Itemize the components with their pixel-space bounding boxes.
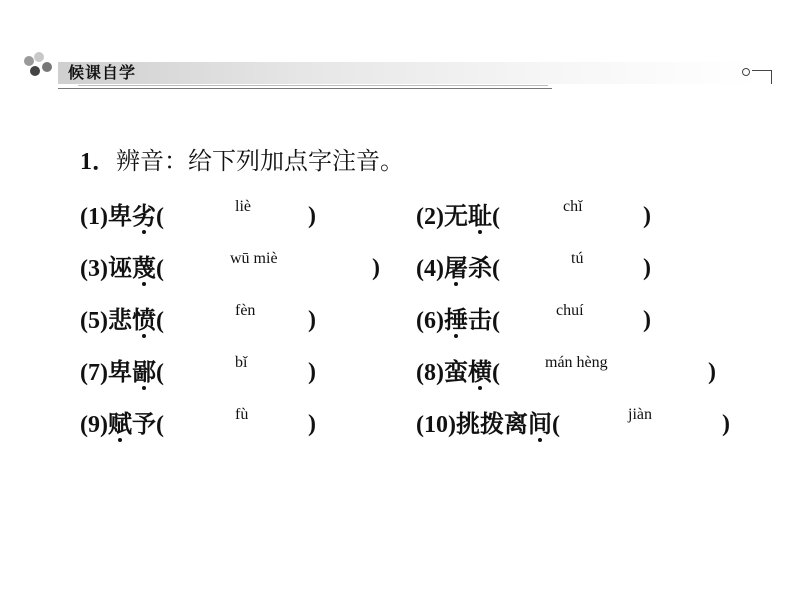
pinyin-answer: chǐ (563, 198, 583, 215)
item-number: (10) (416, 412, 456, 438)
exercise-item (80, 300, 322, 340)
pinyin-answer: tú (571, 250, 584, 267)
banner-end-line (752, 70, 772, 71)
dotted-character: 捶 (443, 306, 468, 334)
item-number: (6) (416, 308, 444, 334)
item-word: 卑 (107, 202, 132, 230)
open-paren: ( (155, 204, 164, 230)
question-number: 1． (80, 149, 116, 175)
dotted-character: 愤 (131, 306, 156, 334)
pinyin-answer: jiàn (628, 406, 652, 423)
exercise-item (80, 196, 322, 236)
close-paren: ) (722, 411, 730, 437)
close-paren: ) (643, 203, 651, 229)
close-paren: ) (643, 255, 651, 281)
item-number: (9) (80, 412, 108, 438)
pinyin-answer: chuí (556, 302, 584, 319)
close-paren: ) (308, 307, 316, 333)
open-paren: ( (155, 308, 164, 334)
dotted-character: 劣 (131, 202, 156, 230)
pinyin-answer: mán hèng (545, 354, 608, 371)
open-paren: ( (491, 308, 500, 334)
question-stem (80, 146, 404, 177)
question-text: 辨音：给下列加点字注音。 (116, 147, 404, 175)
banner-rule (58, 88, 552, 89)
close-paren: ) (308, 203, 316, 229)
item-word: 诬 (107, 254, 132, 282)
dotted-character: 耻 (467, 202, 492, 230)
exercise-item (80, 352, 322, 392)
pinyin-answer: bǐ (235, 354, 248, 371)
item-number: (4) (416, 256, 444, 282)
close-paren: ) (708, 359, 716, 385)
pinyin-answer: wū miè (230, 250, 278, 267)
exercise-item (416, 404, 736, 444)
hexagon-dot-icon (34, 52, 44, 62)
open-paren: ( (491, 360, 500, 386)
dotted-character: 屠 (443, 254, 468, 282)
dotted-character: 蔑 (131, 254, 156, 282)
hexagon-dot-icon (24, 56, 34, 66)
item-number: (1) (80, 204, 108, 230)
hexagon-dot-icon (30, 66, 40, 76)
item-word: 击 (467, 306, 492, 334)
close-paren: ) (643, 307, 651, 333)
exercise-item (416, 300, 657, 340)
dotted-character: 横 (467, 358, 492, 386)
close-paren: ) (308, 359, 316, 385)
item-number: (7) (80, 360, 108, 386)
item-word: 悲 (107, 306, 132, 334)
banner-end-circle-icon (742, 68, 750, 76)
open-paren: ( (551, 412, 560, 438)
exercise-item (416, 248, 657, 288)
item-number: (8) (416, 360, 444, 386)
close-paren: ) (308, 411, 316, 437)
item-number: (3) (80, 256, 108, 282)
open-paren: ( (491, 204, 500, 230)
open-paren: ( (155, 256, 164, 282)
open-paren: ( (155, 360, 164, 386)
dotted-character: 赋 (107, 410, 132, 438)
item-word: 予 (131, 410, 156, 438)
section-title: 候课自学 (68, 63, 137, 82)
item-number: (5) (80, 308, 108, 334)
close-paren: ) (372, 255, 380, 281)
dotted-character: 间 (527, 410, 552, 438)
item-word: 无 (443, 202, 468, 230)
pinyin-answer: fù (235, 406, 249, 423)
exercise-item (416, 196, 657, 236)
item-word: 蛮 (443, 358, 468, 386)
open-paren: ( (491, 256, 500, 282)
item-number: (2) (416, 204, 444, 230)
dotted-character: 鄙 (131, 358, 156, 386)
section-banner (22, 50, 774, 90)
pinyin-answer: liè (235, 198, 251, 215)
banner-end-tick (771, 70, 772, 84)
hexagon-dot-icon (42, 62, 52, 72)
item-word: 挑拨离 (455, 410, 528, 438)
banner-band (58, 62, 758, 84)
item-word: 杀 (467, 254, 492, 282)
exercise-item (80, 404, 322, 444)
pinyin-answer: fèn (235, 302, 256, 319)
open-paren: ( (155, 412, 164, 438)
banner-rule-secondary (78, 85, 548, 86)
item-word: 卑 (107, 358, 132, 386)
